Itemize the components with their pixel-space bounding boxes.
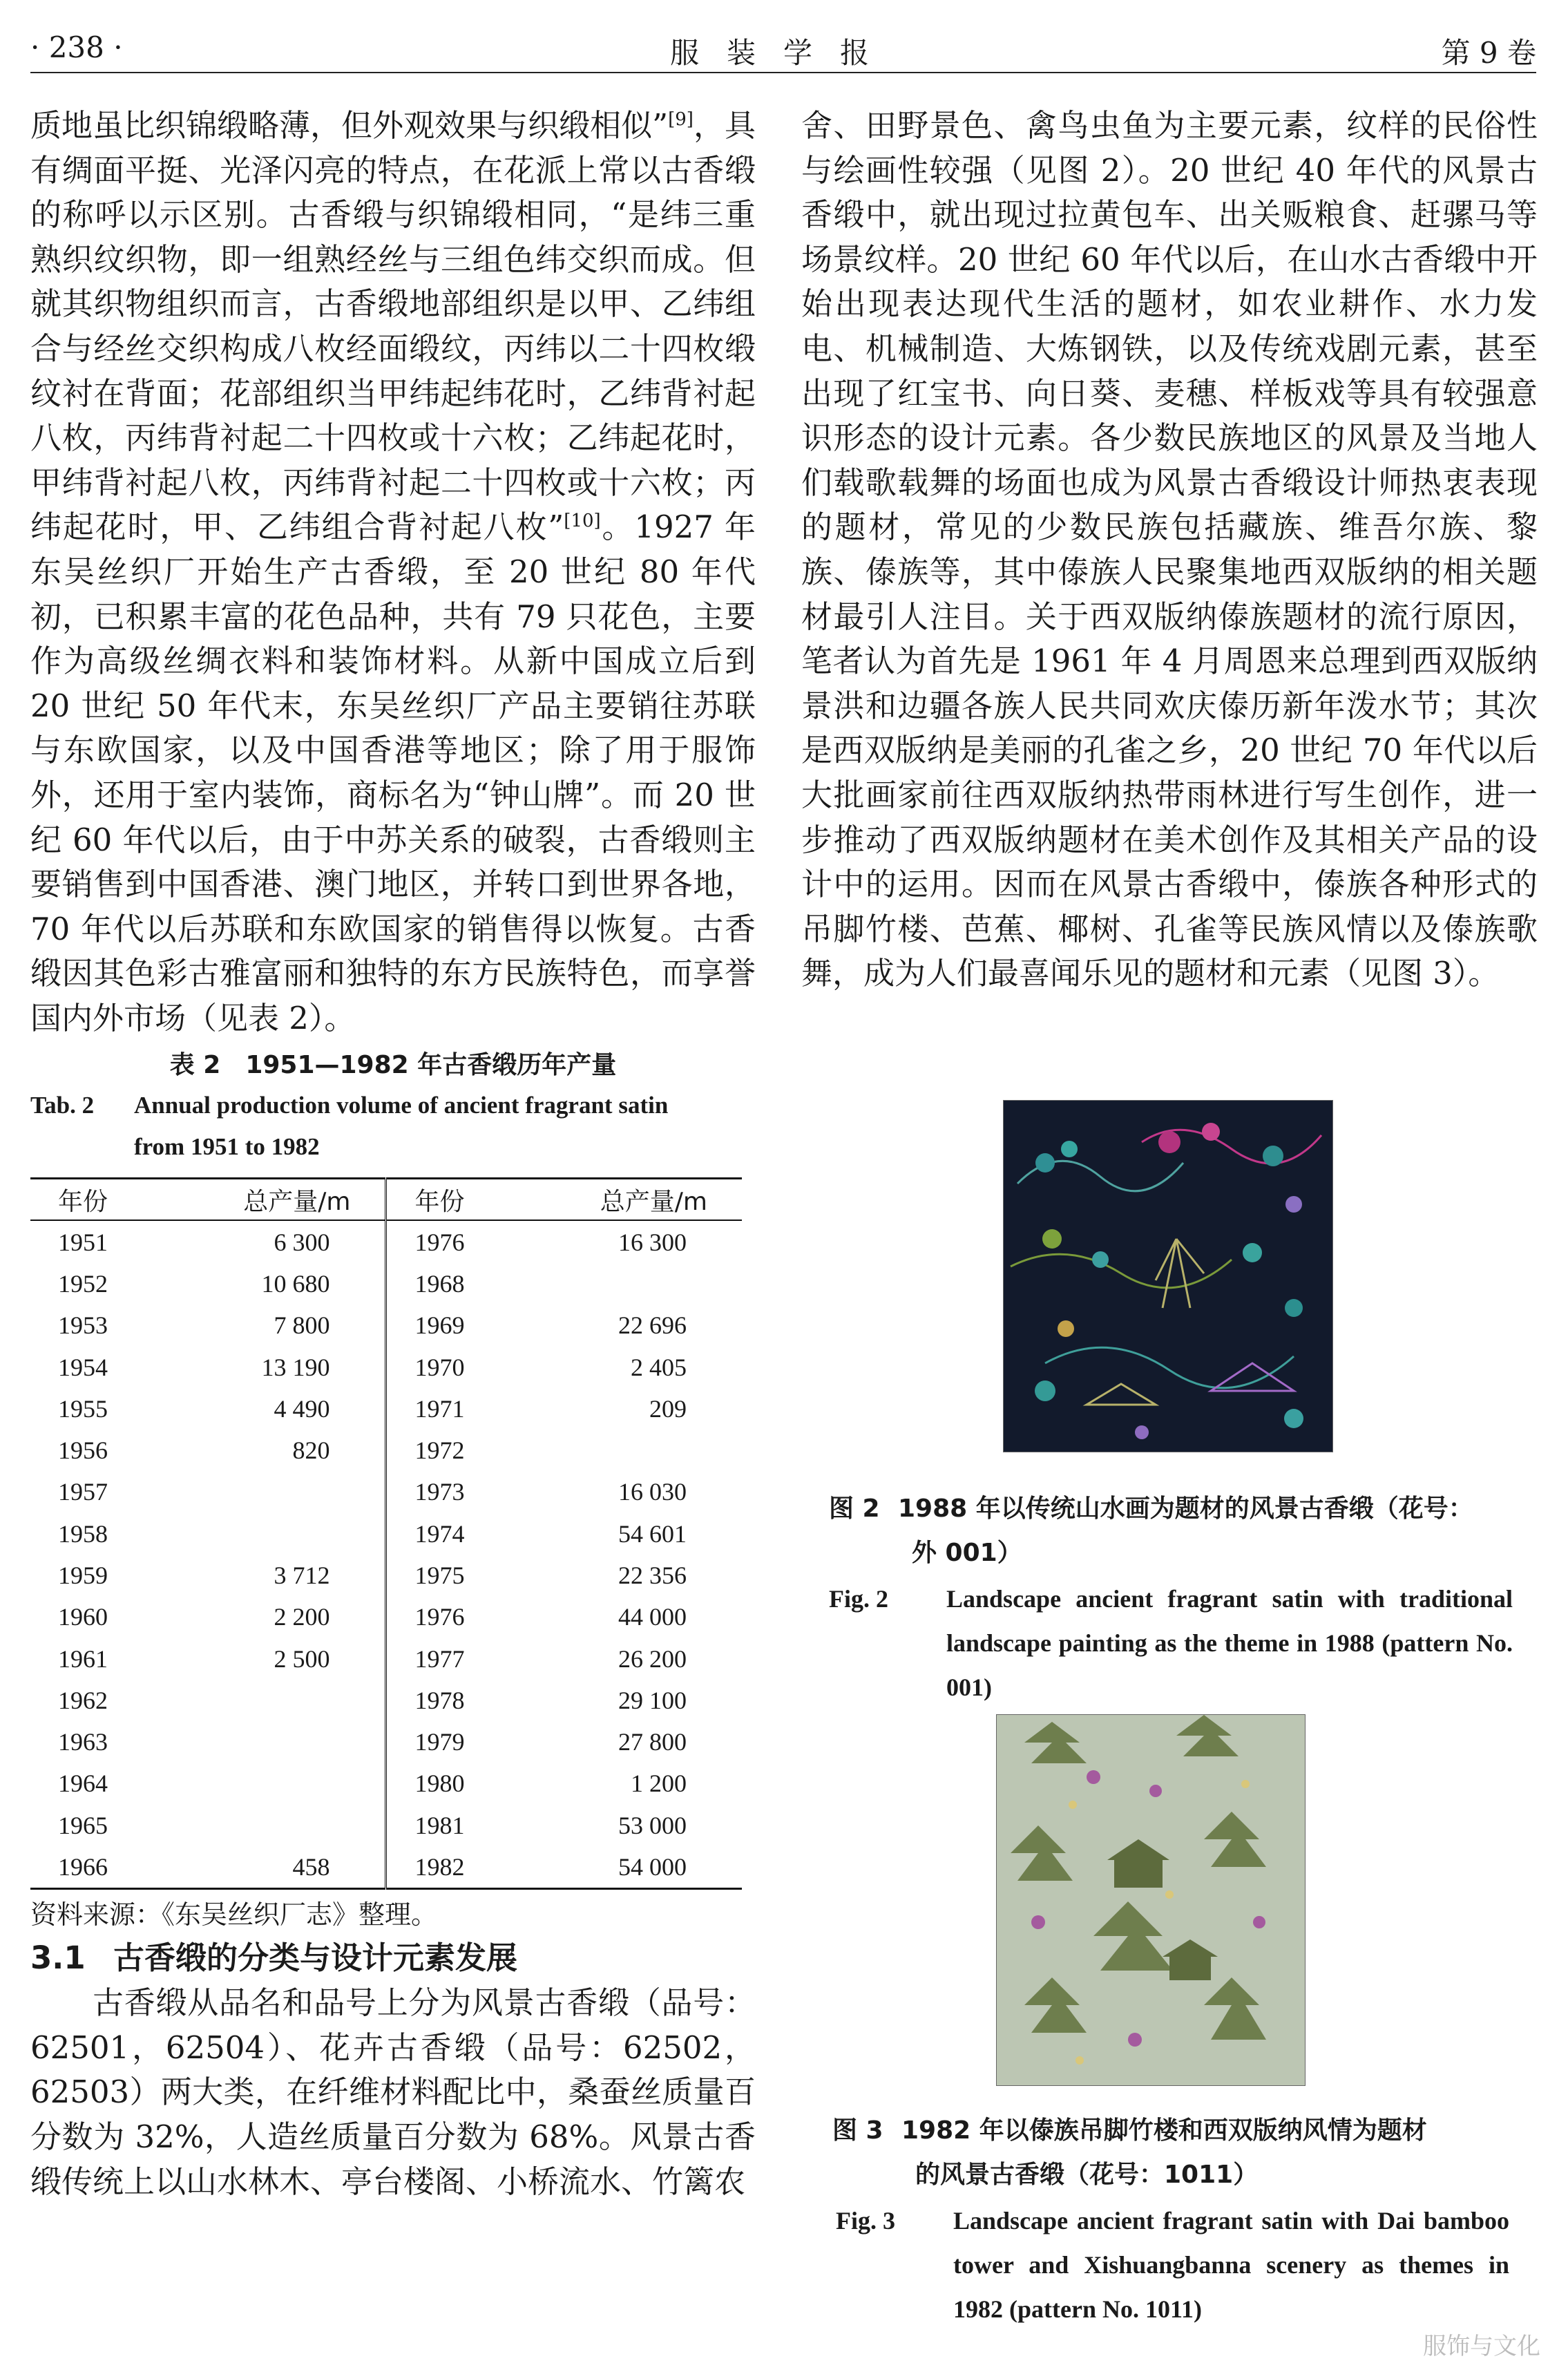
- table-label-en: Tab. 2: [30, 1092, 95, 1119]
- table-row: [30, 1596, 742, 1638]
- cell-volume: 13 190: [261, 1353, 330, 1381]
- cell-volume: 2 500: [274, 1644, 330, 1673]
- page-number: · 238 ·: [30, 30, 123, 64]
- cell-volume: [194, 1680, 386, 1721]
- cell-volume: 26 200: [618, 1644, 687, 1673]
- cell-year: 1954: [58, 1353, 108, 1381]
- table-row: [30, 1721, 742, 1763]
- cell-volume: 27 800: [618, 1728, 687, 1756]
- cell-volume: [194, 1471, 386, 1512]
- cell-volume: [194, 1763, 386, 1804]
- cell-volume: 29 100: [618, 1686, 687, 1714]
- cell-volume: [194, 1721, 386, 1763]
- figure-3-label-cn: 图 3: [832, 2116, 883, 2145]
- cell-year: 1958: [58, 1519, 108, 1548]
- paragraph-text: 。1927 年东吴丝织厂开始生产古香缎，至 20 世纪 80 年代初，已积累丰富的花色品种，共有 79 只花色，主要作为高级丝绸衣料和装饰材料。从新中国成立后到 20 世纪 50 年代末，东吴丝织厂产品主要销往苏联与东欧国家，以及中国香港等地区；除了用于服饰外，还用于室内装饰，商标名为“钟山牌”。而 20 世纪 60 年代以后，由于中苏关系的破裂，古香缎则主要销售到中国香港、澳门地区，并转口到世界各地，70 年代以后苏联和东欧国家的销售得以恢复。古香缎因其色彩古雅富丽和独特的东方民族特色，而享誉国内外市场（见表 2）。: [30, 509, 756, 1036]
- figure-2-caption-cn-line1: 1988 年以传统山水画为题材的风景古香缎（花号：: [898, 1495, 1473, 1523]
- cell-year: 1980: [386, 1763, 551, 1804]
- figure-3-label-en: Fig. 3: [836, 2207, 895, 2235]
- paragraph-text: ，具有绸面平挺、光泽闪亮的特点，在花派上常以古香缎的称呼以示区别。古香缎与织锦缎相同，“是纬三重熟织纹织物，即一组熟经丝与三组色纬交织而成。但就其织物组织而言，古香缎地部组织是以甲、乙纬组合与经丝交织构成八枚经面缎纹，丙纬以二十四枚缎纹衬在背面；花部组织当甲纬起纬花时，乙纬背衬起八枚，丙纬背衬起二十四枚或十六枚；乙纬起花时，甲纬背衬起八枚，丙纬背衬起二十四枚或十六枚；丙纬起花时，甲、乙纬组合背衬起八枚”: [30, 107, 756, 546]
- figure-3-caption-en: [836, 2199, 1509, 2331]
- table-caption-en: [30, 1085, 756, 1168]
- cell-volume: 820: [292, 1436, 330, 1465]
- cell-volume: 16 030: [618, 1478, 687, 1506]
- cell-year: 1973: [386, 1471, 551, 1512]
- cell-year: 1957: [58, 1478, 108, 1506]
- figure-2-caption-en-text: Landscape ancient fragrant satin with traditional landscape painting as the theme in 1988 (pattern No. 001): [946, 1585, 1513, 1701]
- table-row: [30, 1763, 742, 1804]
- left-column: [30, 104, 756, 2204]
- cell-year: 1956: [58, 1436, 108, 1465]
- running-header: [30, 26, 1536, 73]
- paragraph-text: 质地虽比织锦缎略薄，但外观效果与织缎相似”: [30, 107, 669, 144]
- cell-volume: [551, 1263, 742, 1304]
- cell-volume: 16 300: [618, 1228, 687, 1256]
- citation-ref: [10]: [564, 511, 601, 532]
- table-row: [30, 1638, 742, 1679]
- cell-volume: [194, 1805, 386, 1846]
- table-caption-cn: 表 2 1951—1982 年古香缎历年产量: [169, 1051, 617, 1080]
- figure-2-label-en: Fig. 2: [829, 1585, 888, 1613]
- table-header-row: [30, 1179, 742, 1221]
- cell-year: 1952: [58, 1269, 108, 1298]
- column-header-year: 年份: [30, 1179, 194, 1221]
- figure-3-caption-en-text: Landscape ancient fragrant satin with Dai bamboo tower and Xishuangbanna scenery as themes in 1982 (pattern No. 1011): [953, 2207, 1509, 2323]
- citation-ref: [9]: [668, 109, 694, 130]
- cell-year: 1968: [386, 1263, 551, 1304]
- table-row: [30, 1846, 742, 1889]
- cell-year: 1972: [386, 1430, 551, 1471]
- body-paragraph-1: [30, 104, 756, 1041]
- cell-year: 1953: [58, 1311, 108, 1340]
- cell-volume: 458: [292, 1853, 330, 1881]
- cell-volume: 6 300: [274, 1228, 330, 1256]
- cell-volume: 54 601: [618, 1519, 687, 1548]
- table-row: [30, 1555, 742, 1596]
- cell-year: 1964: [58, 1769, 108, 1798]
- cell-year: 1963: [58, 1728, 108, 1756]
- cell-year: 1978: [386, 1680, 551, 1721]
- figure-2-caption-en: [829, 1577, 1513, 1709]
- cell-volume: 10 680: [261, 1269, 330, 1298]
- cell-volume: 22 356: [618, 1561, 687, 1589]
- volume-label: 第 9 卷: [1441, 36, 1536, 70]
- column-header-volume: 总产量/m: [194, 1179, 386, 1221]
- table-row: [30, 1805, 742, 1846]
- cell-year: 1975: [386, 1555, 551, 1596]
- cell-volume: 22 696: [618, 1311, 687, 1340]
- section-title: 古香缎的分类与设计元素发展: [113, 1939, 518, 1977]
- cell-year: 1962: [58, 1686, 108, 1714]
- figure-2: [1003, 1100, 1333, 1452]
- cell-year: 1955: [58, 1394, 108, 1423]
- section-heading: [30, 1935, 756, 1981]
- body-paragraph-2: 古香缎从品名和品号上分为风景古香缎（品号：62501，62504）、花卉古香缎（品号：62502，62503）两大类，在纤维材料配比中，桑蚕丝质量百分数为 32%，人造丝质量百分数为 68%。风景古香缎传统上以山水林木、亭台楼阁、小桥流水、竹篱农: [30, 1984, 756, 2200]
- cell-volume: 4 490: [274, 1394, 330, 1423]
- journal-title: 服装学报: [669, 36, 897, 70]
- cell-year: 1970: [386, 1346, 551, 1387]
- table-row: [30, 1388, 742, 1430]
- figure-2-caption-cn: [829, 1487, 1520, 1575]
- cell-volume: 3 712: [274, 1561, 330, 1589]
- cell-year: 1977: [386, 1638, 551, 1679]
- cell-volume: 44 000: [618, 1603, 687, 1631]
- table-row: [30, 1304, 742, 1346]
- production-table: [30, 1177, 742, 1890]
- table-row: [30, 1346, 742, 1387]
- cell-year: 1974: [386, 1513, 551, 1555]
- cell-year: 1960: [58, 1603, 108, 1631]
- table-row: [30, 1680, 742, 1721]
- cell-volume: 54 000: [618, 1853, 687, 1881]
- figure-3-caption-cn-line2: 的风景古香缎（花号：1011）: [915, 2161, 1259, 2189]
- figure-3-image: [996, 1714, 1306, 2086]
- cell-volume: [194, 1513, 386, 1555]
- figure-3-caption-cn-line1: 1982 年以傣族吊脚竹楼和西双版纳风情为题材: [901, 2116, 1427, 2145]
- figure-2-label-cn: 图 2: [829, 1495, 880, 1523]
- cell-year: 1982: [386, 1846, 551, 1889]
- table-row: [30, 1471, 742, 1512]
- column-header-year: 年份: [386, 1179, 551, 1221]
- cell-year: 1981: [386, 1805, 551, 1846]
- cell-year: 1951: [58, 1228, 108, 1256]
- table-caption-en-line1: Annual production volume of ancient fragrant satin: [134, 1092, 669, 1119]
- figure-2-image: [1003, 1100, 1333, 1452]
- body-paragraph-3: 舍、田野景色、禽鸟虫鱼为主要元素，纹样的民俗性与绘画性较强（见图 2）。20 世纪 40 年代的风景古香缎中，就出现过拉黄包车、出关贩粮食、赶骡马等场景纹样。20 世纪 60 年代以后，在山水古香缎中开始出现表达现代生活的题材，如农业耕作、水力发电、机械制造、大炼钢铁，以及传统戏剧元素，甚至出现了红宝书、向日葵、麦穗、样板戏等具有较强意识形态的设计元素。各少数民族地区的风景及当地人们载歌载舞的场面也成为风景古香缎设计师热衷表现的题材，常见的少数民族包括藏族、维吾尔族、黎族、傣族等，其中傣族人民聚集地西双版纳的相关题材最引人注目。关于西双版纳傣族题材的流行原因，笔者认为首先是 1961 年 4 月周恩来总理到西双版纳景洪和边疆各族人民共同欢庆傣历新年泼水节；其次是西双版纳是美丽的孔雀之乡，20 世纪 70 年代以后大批画家前往西双版纳热带雨林进行写生创作，进一步推动了西双版纳题材在美术创作及其相关产品的设计中的运用。因而在风景古香缎中，傣族各种形式的吊脚竹楼、芭蕉、椰树、孔雀等民族风情以及傣族歌舞，成为人们最喜闻乐见的题材和元素（见图 3）。: [801, 107, 1538, 992]
- cell-volume: 1 200: [631, 1769, 687, 1798]
- figure-2-caption-cn-line2: 外 001）: [912, 1539, 1022, 1567]
- cell-year: 1976: [386, 1596, 551, 1638]
- table-row: [30, 1263, 742, 1304]
- section-number: 3.1: [30, 1939, 86, 1977]
- table-row: [30, 1430, 742, 1471]
- cell-year: 1959: [58, 1561, 108, 1589]
- cell-year: 1961: [58, 1644, 108, 1673]
- cell-volume: 2 200: [274, 1603, 330, 1631]
- cell-year: 1966: [58, 1853, 108, 1881]
- cell-volume: [551, 1430, 742, 1471]
- cell-year: 1976: [386, 1220, 551, 1262]
- table-row: [30, 1220, 742, 1262]
- table-body: [30, 1220, 742, 1888]
- table-source-note: 资料来源：《东吴丝织厂志》整理。: [30, 1899, 438, 1930]
- table-row: [30, 1513, 742, 1555]
- cell-year: 1969: [386, 1304, 551, 1346]
- cell-volume: 2 405: [631, 1353, 687, 1381]
- cell-year: 1965: [58, 1811, 108, 1839]
- cell-year: 1979: [386, 1721, 551, 1763]
- cell-year: 1971: [386, 1388, 551, 1430]
- figure-3-caption-cn: [832, 2109, 1523, 2197]
- cell-volume: 53 000: [618, 1811, 687, 1839]
- cell-volume: 7 800: [274, 1311, 330, 1340]
- figure-3: [996, 1714, 1306, 2086]
- column-header-volume: 总产量/m: [551, 1179, 742, 1221]
- watermark-logo: 服饰与文化: [1423, 2333, 1540, 2360]
- right-column: [801, 104, 1538, 996]
- table-caption-en-line2: from 1951 to 1982: [134, 1133, 320, 1161]
- cell-volume: 209: [649, 1394, 687, 1423]
